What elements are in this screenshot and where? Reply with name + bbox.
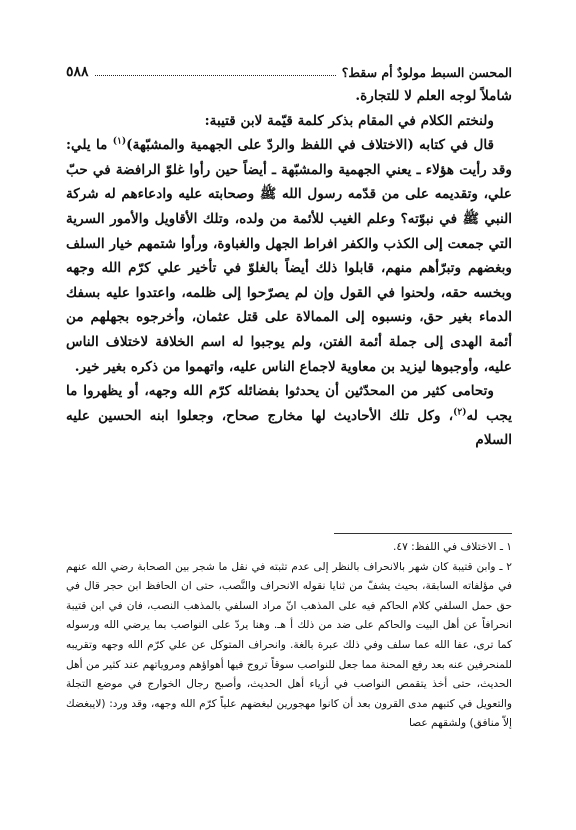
paragraph-1: شاملاً لوجه العلم لا للتجارة. [355,88,512,104]
footnote-1: ١ ـ الاختلاف في اللفظ: ٤٧. [393,541,512,553]
page-number: ٥٨٨ [66,64,89,80]
paragraph-3-start: قال في كتابه (الاختلاف في اللفظ والردّ على الجهمية والمشبّهة) [126,137,494,154]
paragraph-2: ولنختم الكلام في المقام بذكر كلمة قيّمة لابن قتيبة: [204,112,494,129]
running-title: المحسن السبط مولودٌ أم سقط؟ [341,65,512,80]
paragraph-4 [66,379,512,453]
paragraph-4-start: وتحامى كثير من المحدّثين أن يحدثوا بفضائله كرّم الله وجهه، أو يظهروا ما يجب له [66,383,512,424]
footnote-ref-2: (٢) [453,407,467,418]
header-dotted-rule [95,75,336,76]
footnotes [66,538,512,734]
footnote-ref-1: (١) [112,136,127,147]
running-header [66,58,512,80]
paragraph-4-rest: ، وكل تلك الأحاديث لها مخارج صحاح، وجعلوا ابنه الحسين عليه السلام [66,407,512,449]
paragraph-3 [66,133,512,379]
footnote-2: ٢ ـ وابن قتيبة كان شهر بالانحراف بالنظر إلى عدم تثبته في نقل ما شجر بين الصحابة رضي الله عنهم في مؤلفاته السابقة، بحيث يشفّ من ثنايا نقوله الانحراف والنَّصب، حتى ان الحافظ ابن حجر قال في حق حمل السلفي كلام الحاكم فيه على المذهب انّ مراد السلفي بالمذهب النصب، فان في ابن قتيبة انحرافاً عن أهل البيت والحاكم على ضد من ذلك أ هـ. وهنا يردّ على النواصب بما يرضي الله ورسوله كما ترى، عفا الله عما سلف وفي ذلك عبرة بالغة. وانحراف المتوكل عن علي كرّم الله وجهه وتقريبه للمنحرفين عنه بعد رفع المحنة مما جعل للنواصب سوقاً تروج فيها أهواؤهم ومروياتهم عند كثير من أهل الحديث، حتى أخذ يتقمص النواصب في أزياء أهل الحديث، وأصبح رجال الخوارج في موضع التجلة والتعويل في كتبهم مدى القرون بعد أن كانوا مهجورين لبغضهم علياً كرّم الله وجهه، وقد ورد: (لايبغضك إلاّ منافق) ولشقهم عصا [66,560,512,730]
footnote-separator [334,533,512,534]
paragraph-3-rest: ما يلي: وقد رأيت هؤلاء ـ يعني الجهمية والمشبّهة ـ أيضاً حين رأوا غلوّ الرافضة في حبّ علي، وتقديمه على من قدّمه رسول الله ﷺ وصحابته عليه وادعاءهم له شركة النبي ﷺ في نبوّته؟ وعلم الغيب للأئمة من ولده، وتلك الأقاويل والأمور السرية التي جمعت إلى الكذب والكفر افراط الجهل والغباوة، ورأوا شتمهم خيار السلف وبغضهم وتبرّأهم منهم، قابلوا ذلك أيضاً بالغلوّ في تأخير علي كرّم الله وجهه وبخسه حقه، ولحنوا في القول وإن لم يصرّحوا إلى ظلمه، واعتدوا عليه بسفك الدماء بغير حق، ونسبوه إلى الممالاة على قتل عثمان، وأخرجوه بجهلهم من أئمة الهدى إلى جملة أئمة الفتن، ولم يوجبوا له اسم الخلافة لاختلاف الناس عليه، وأوجبوها ليزيد بن معاوية لاجماع الناس عليه، واتهموا من ذكره بغير خير. [66,137,512,375]
main-text [66,84,512,453]
